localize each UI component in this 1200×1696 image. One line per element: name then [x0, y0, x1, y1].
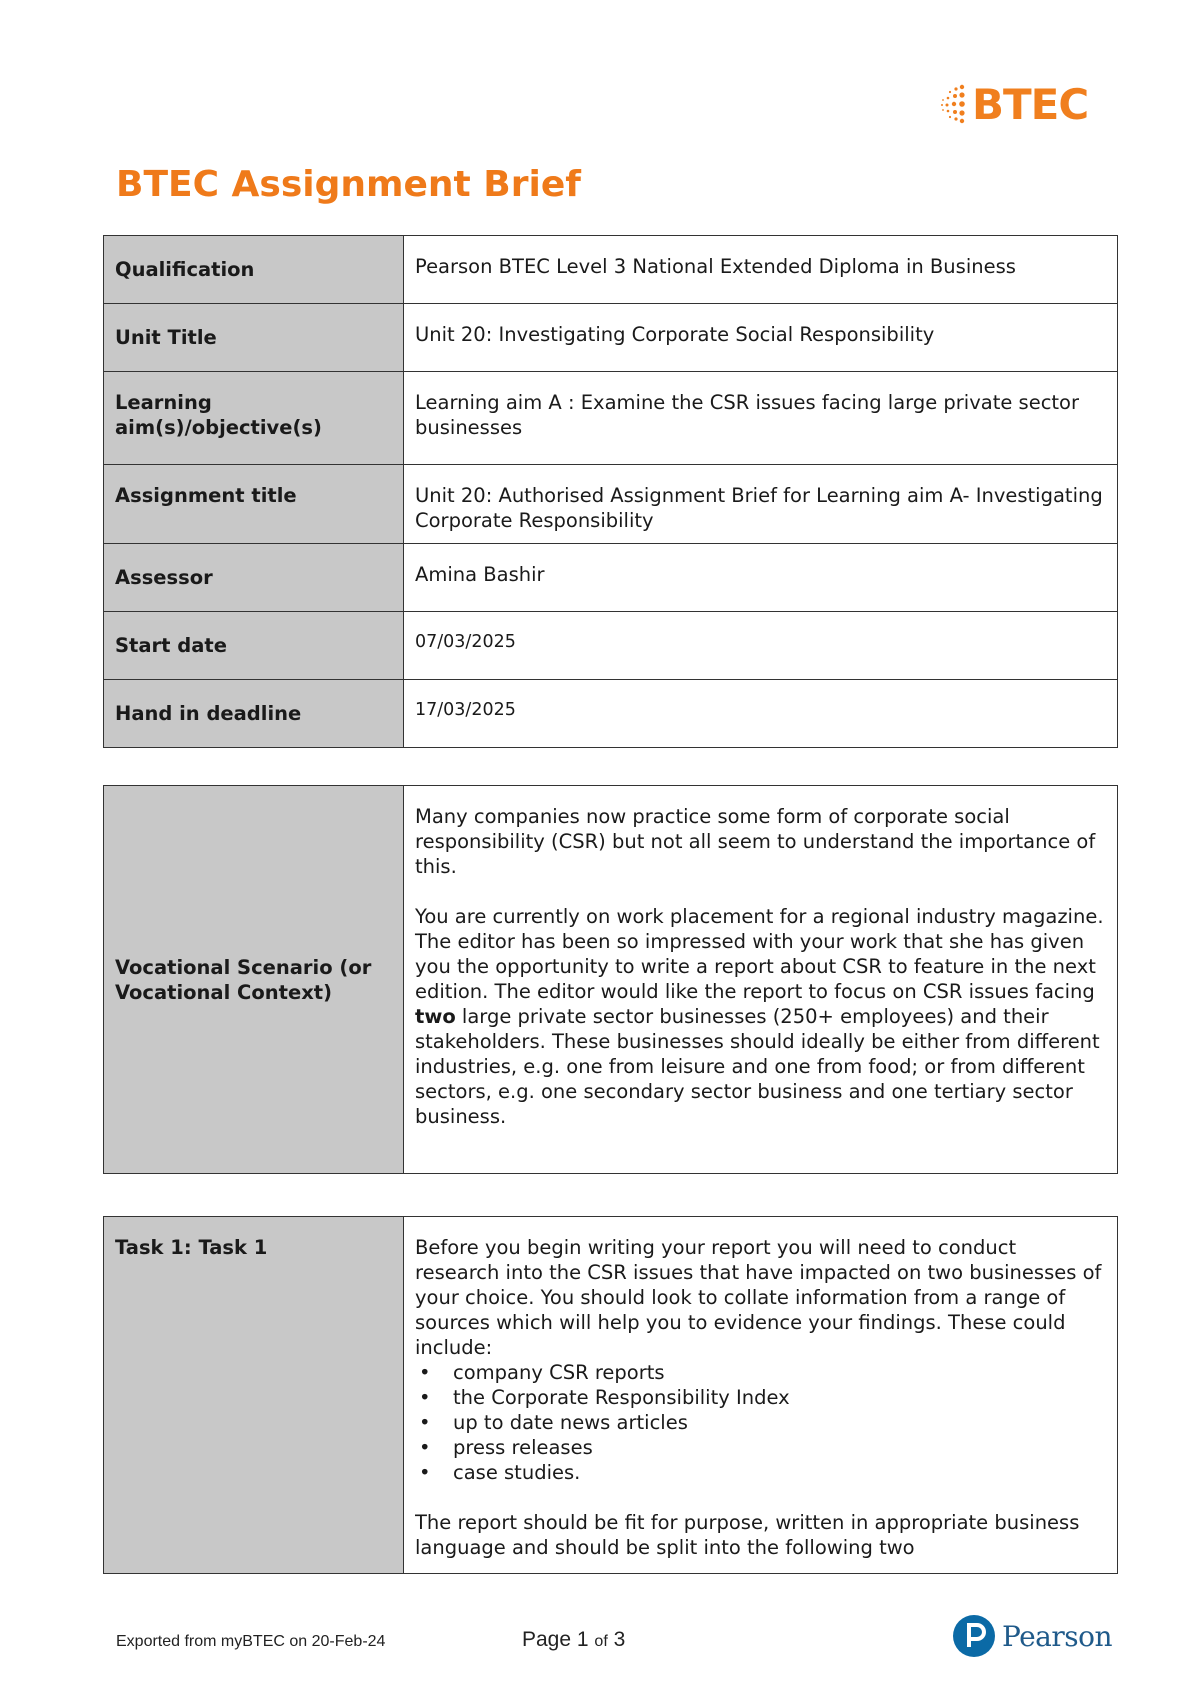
scenario-table — [103, 785, 1118, 1174]
start-date-value: 07/03/2025 — [404, 612, 1118, 680]
task-text — [404, 1217, 1118, 1574]
start-date-label: Start date — [104, 612, 404, 680]
list-item: • the Corporate Responsibility Index — [415, 1385, 1106, 1410]
task-outro: The report should be fit for purpose, written in appropriate business language and should be split into the following two — [415, 1511, 1080, 1559]
pearson-logo — [952, 1614, 1112, 1658]
list-item: • up to date news articles — [415, 1410, 1106, 1435]
page-total: 3 — [613, 1628, 626, 1651]
btec-dots-icon — [940, 83, 968, 127]
deadline-label: Hand in deadline — [104, 680, 404, 748]
deadline-value: 17/03/2025 — [404, 680, 1118, 748]
scenario-text-part: large private sector businesses (250+ employees) and their stakeholders. These businesses should ideally be either from different industries, e.g. one from leisure and one from food; or from different sectors, e.g. one secondary sector business and one tertiary sector business. — [415, 1005, 1100, 1128]
task-label: Task 1: Task 1 — [104, 1217, 404, 1574]
btec-logo-text: BTEC — [972, 80, 1089, 129]
table-row — [104, 680, 1118, 748]
task-table — [103, 1216, 1118, 1574]
unit-title-label: Unit Title — [104, 304, 404, 372]
assignment-title-value: Unit 20: Authorised Assignment Brief for Learning aim A- Investigating Corporate Responsibility — [404, 465, 1118, 544]
export-note: Exported from myBTEC on 20-Feb-24 — [116, 1633, 386, 1650]
unit-title-value: Unit 20: Investigating Corporate Social Responsibility — [404, 304, 1118, 372]
pearson-wordmark: Pearson — [1002, 1619, 1112, 1653]
task-intro: Before you begin writing your report you will need to conduct research into the CSR issues that have impacted on two businesses of your choice. You should look to collate information from a range of sources which will help you to evidence your findings. These could include: — [415, 1236, 1102, 1359]
page-number: 1 — [576, 1628, 589, 1651]
assignment-details-table — [103, 235, 1118, 748]
qualification-value: Pearson BTEC Level 3 National Extended Diploma in Business — [404, 236, 1118, 304]
table-row — [104, 236, 1118, 304]
pearson-p-icon — [952, 1614, 996, 1658]
learning-aim-value: Learning aim A : Examine the CSR issues facing large private sector businesses — [404, 372, 1118, 465]
of-word: of — [594, 1633, 608, 1650]
scenario-paragraph: Many companies now practice some form of corporate social responsibility (CSR) but not all seem to understand the importance of this. — [415, 805, 1096, 878]
assessor-label: Assessor — [104, 544, 404, 612]
page-title: BTEC Assignment Brief — [116, 164, 581, 205]
scenario-emphasis: two — [415, 1005, 456, 1028]
table-row — [104, 372, 1118, 465]
table-row — [104, 786, 1118, 1174]
list-item: • company CSR reports — [415, 1360, 1106, 1385]
table-row — [104, 465, 1118, 544]
assignment-title-label: Assignment title — [104, 465, 404, 544]
list-item: • press releases — [415, 1435, 1106, 1460]
table-row — [104, 612, 1118, 680]
page-indicator — [522, 1628, 625, 1652]
page-word: Page — [522, 1628, 572, 1651]
btec-logo — [940, 80, 1088, 130]
table-row — [104, 544, 1118, 612]
task-content — [415, 1235, 1106, 1563]
table-row — [104, 304, 1118, 372]
scenario-text-part: You are currently on work placement for a regional industry magazine. The editor has been so impressed with your work that she has given you the opportunity to write a report about CSR to feature in the next edition. The editor would like the report to focus on CSR issues facing — [415, 905, 1104, 1003]
task-source-list — [415, 1360, 1106, 1485]
table-row — [104, 1217, 1118, 1574]
learning-aim-label: Learning aim(s)/objective(s) — [104, 372, 404, 465]
scenario-text — [404, 786, 1118, 1174]
qualification-label: Qualification — [104, 236, 404, 304]
scenario-label: Vocational Scenario (or Vocational Context) — [104, 786, 404, 1174]
scenario-paragraph — [415, 904, 1106, 1129]
assessor-value: Amina Bashir — [404, 544, 1118, 612]
list-item: • case studies. — [415, 1460, 1106, 1485]
